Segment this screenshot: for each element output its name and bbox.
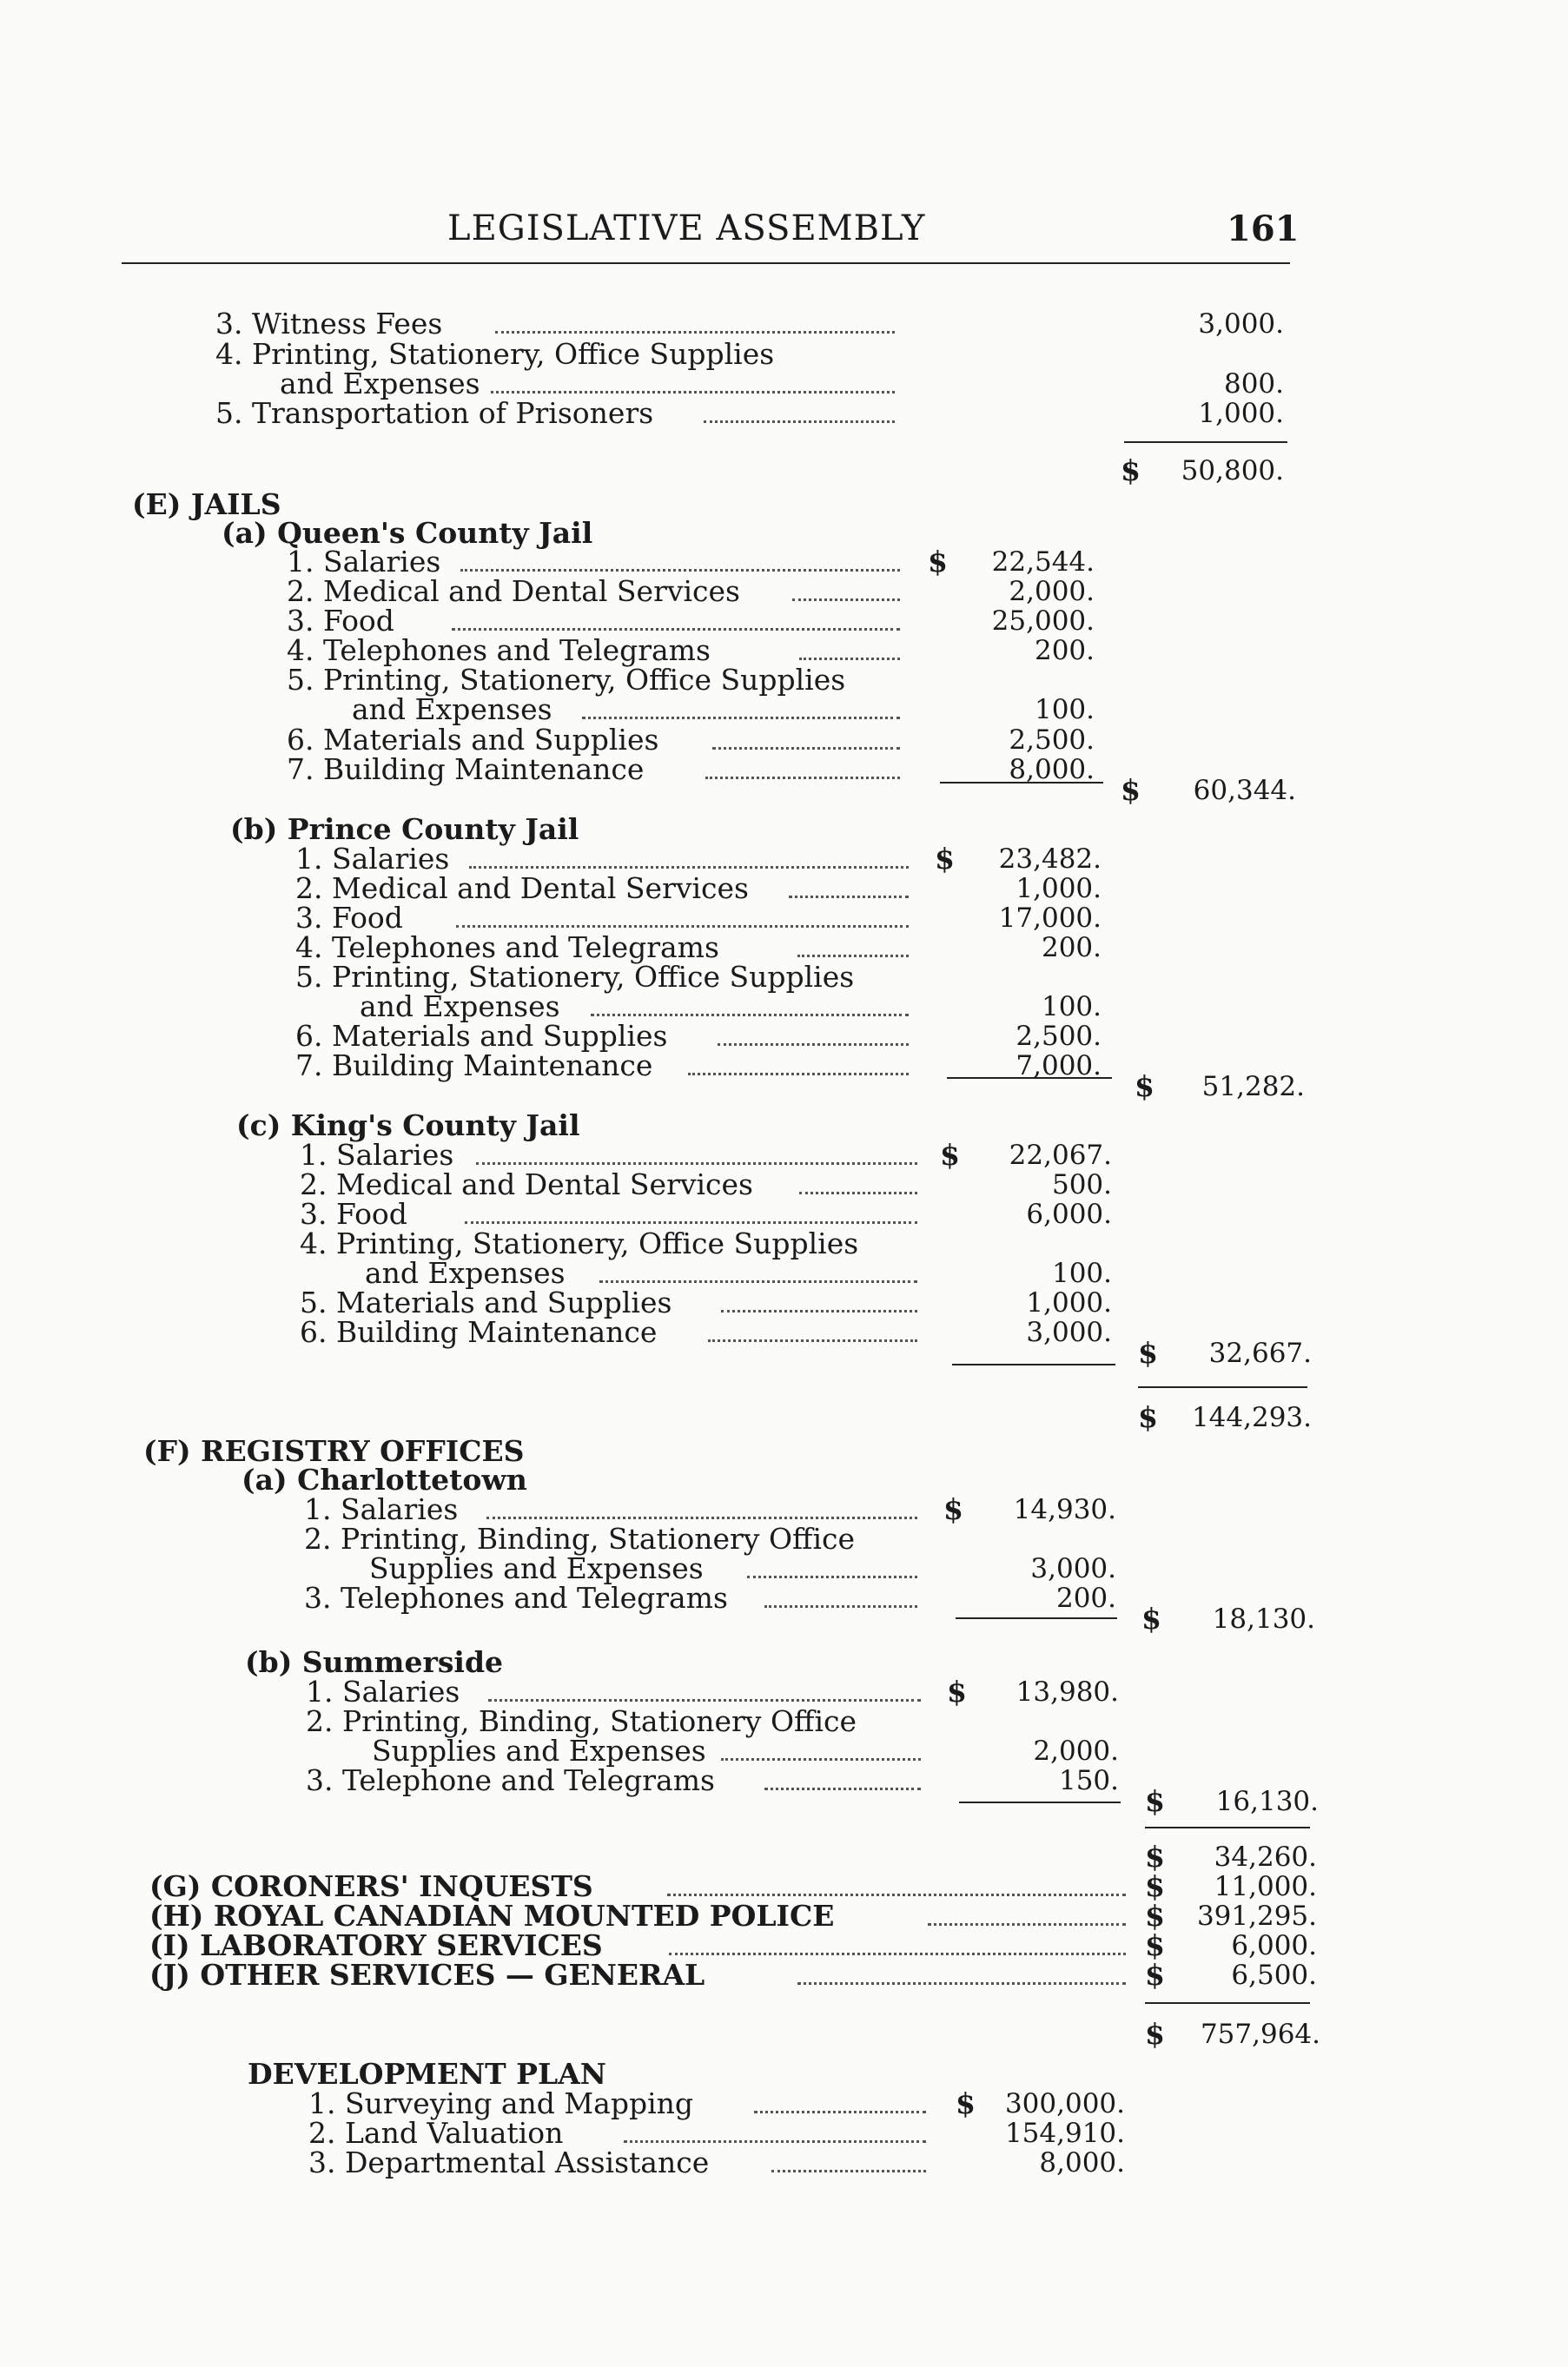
leader-dots [488,1699,921,1702]
leader-dots [721,1758,921,1761]
subtotal-rule [959,1802,1121,1803]
leader-dots [764,1605,917,1608]
line-label: 2. Land Valuation [308,2116,564,2150]
line-label: 4. Telephones and Telegrams [295,930,719,964]
leader-dots [452,628,900,631]
leader-dots [705,777,900,779]
amount: 7,000. [1016,1050,1102,1081]
leader-dots [669,1953,1126,1955]
line-label: 2. Medical and Dental Services [295,871,749,905]
leader-dots [712,747,900,750]
leader-dots [721,1310,917,1312]
line-label: 5. Printing, Stationery, Office Supplies [287,663,846,697]
total-rule [1145,2002,1310,2004]
subtotal-rule [956,1617,1117,1619]
currency-symbol: $ [943,1492,963,1526]
line-label: 2. Printing, Binding, Stationery Office [306,1704,857,1738]
leader-dots [708,1339,917,1342]
leader-dots [688,1073,909,1075]
leader-dots [789,896,909,898]
leader-dots [799,1192,917,1194]
line-label: 3. Departmental Assistance [308,2146,710,2179]
leader-dots [704,420,895,423]
currency-symbol: $ [1138,1400,1158,1434]
amount: 1,000. [1198,398,1284,429]
currency-symbol: $ [1145,1958,1165,1992]
currency-symbol: $ [1145,1784,1165,1818]
line-label: 7. Building Maintenance [295,1048,653,1082]
amount: 300,000. [1004,2088,1125,2119]
line-label: 4. Telephones and Telegrams [287,633,711,667]
leader-dots [718,1043,909,1046]
line-label: 3. Telephones and Telegrams [304,1581,728,1615]
currency-symbol: $ [928,545,948,579]
leader-dots [491,391,895,393]
leader-dots [928,1923,1126,1926]
line-label: and Expenses [352,692,552,726]
currency-symbol: $ [947,1675,967,1709]
leader-dots [797,1982,1126,1985]
amount: 11,000. [1214,1871,1317,1902]
amount: 22,544. [991,546,1095,578]
line-label: 1. Surveying and Mapping [308,2086,694,2120]
page-header-title: LEGISLATIVE ASSEMBLY [447,208,926,248]
leader-dots [460,569,900,572]
line-label: 5. Materials and Supplies [300,1286,672,1319]
line-label: 2. Printing, Binding, Stationery Office [304,1522,856,1556]
line-label: 1. Salaries [287,545,441,579]
amount: 1,000. [1026,1287,1112,1319]
subtotal-amount: 51,282. [1201,1071,1305,1102]
amount: 14,930. [1013,1494,1116,1525]
amount: 154,910. [1004,2118,1125,2149]
amount: 144,293. [1191,1402,1312,1433]
amount: 391,295. [1196,1901,1317,1932]
line-label: 2. Medical and Dental Services [287,574,740,608]
amount: 200. [1034,635,1095,666]
amount: 150. [1058,1765,1119,1796]
leader-dots [771,2170,926,2172]
amount: 757,964. [1200,2019,1320,2050]
subtotal-rule [947,1077,1112,1079]
amount: 200. [1041,932,1102,963]
line-label: 2. Medical and Dental Services [300,1167,753,1201]
line-label: (b) Prince County Jail [230,812,579,846]
line-label: DEVELOPMENT PLAN [248,2057,606,2091]
subtotal-amount: 60,344. [1193,775,1296,806]
amount: 500. [1051,1169,1112,1200]
amount: 2,500. [1009,724,1095,756]
line-label: (a) Queen's County Jail [222,516,593,550]
line-label: Supplies and Expenses [372,1734,706,1768]
amount: 6,000. [1026,1199,1112,1230]
line-label: and Expenses [365,1256,566,1290]
total-rule [1124,441,1287,443]
leader-dots [754,2111,926,2113]
currency-symbol: $ [935,842,955,876]
currency-symbol: $ [1121,453,1141,487]
line-label: (J) OTHER SERVICES — GENERAL [149,1958,705,1992]
amount: 17,000. [998,903,1102,934]
currency-symbol: $ [1135,1069,1154,1103]
amount: 2,000. [1033,1736,1119,1767]
header-rule [122,262,1290,264]
line-label: 1. Salaries [304,1492,459,1526]
currency-symbol: $ [1145,2017,1165,2051]
currency-symbol: $ [1138,1336,1158,1370]
leader-dots [764,1788,921,1790]
subtotal-rule [940,782,1103,783]
line-label: 3. Witness Fees [215,307,443,341]
line-label: 4. Printing, Stationery, Office Supplies [300,1226,859,1260]
amount: 6,000. [1231,1930,1317,1961]
amount: 100. [1051,1258,1112,1289]
line-label: 3. Food [300,1197,407,1231]
line-label: 5. Printing, Stationery, Office Supplies [295,960,855,994]
amount: 200. [1055,1583,1116,1614]
leader-dots [792,598,900,601]
amount: 13,980. [1016,1676,1119,1708]
amount: 3,000. [1030,1553,1116,1584]
page-number: 161 [1227,208,1300,249]
amount: 50,800. [1181,455,1284,486]
currency-symbol: $ [940,1138,960,1172]
amount: 25,000. [991,605,1095,637]
amount: 23,482. [998,843,1102,875]
line-label: 6. Materials and Supplies [287,723,659,757]
currency-symbol: $ [1141,1602,1161,1636]
leader-dots [469,866,909,869]
line-label: 1. Salaries [306,1675,460,1709]
leader-dots [456,925,909,928]
leader-dots [582,717,900,719]
leader-dots [476,1162,917,1165]
amount: 6,500. [1231,1960,1317,1991]
line-label: 4. Printing, Stationery, Office Supplies [215,337,775,371]
leader-dots [486,1517,917,1519]
amount: 34,260. [1214,1841,1317,1873]
line-label: (G) CORONERS' INQUESTS [149,1869,593,1903]
amount: 8,000. [1009,754,1095,785]
leader-dots [591,1014,909,1016]
subtotal-amount: 18,130. [1212,1603,1315,1635]
line-label: (I) LABORATORY SERVICES [149,1928,603,1962]
currency-symbol: $ [1121,773,1141,807]
line-label: 6. Building Maintenance [300,1315,658,1349]
leader-dots [799,658,900,660]
leader-dots [599,1280,917,1283]
currency-symbol: $ [1145,1840,1165,1874]
amount: 8,000. [1039,2147,1125,2179]
line-label: (F) REGISTRY OFFICES [143,1434,525,1468]
line-label: 6. Materials and Supplies [295,1019,668,1053]
leader-dots [624,2140,926,2143]
subtotal-amount: 16,130. [1215,1786,1319,1817]
line-label: (E) JAILS [132,487,281,521]
line-label: (c) King's County Jail [236,1108,580,1142]
leader-dots [495,331,895,334]
line-label: 5. Transportation of Prisoners [215,396,654,430]
amount: 3,000. [1198,308,1284,340]
line-label: 3. Food [287,604,394,638]
amount: 1,000. [1016,873,1102,904]
leader-dots [465,1221,917,1224]
line-label: 7. Building Maintenance [287,752,645,786]
line-label: 1. Salaries [300,1138,454,1172]
amount: 2,500. [1016,1021,1102,1052]
currency-symbol: $ [1145,1899,1165,1933]
currency-symbol: $ [1145,1928,1165,1962]
line-label: 1. Salaries [295,842,450,876]
amount: 3,000. [1026,1317,1112,1348]
line-label: and Expenses [280,367,480,400]
amount: 100. [1034,694,1095,725]
line-label: and Expenses [360,989,560,1023]
line-label: (a) Charlottetown [241,1463,527,1497]
leader-dots [667,1894,1126,1896]
line-label: 3. Food [295,901,403,935]
line-label: (b) Summerside [245,1645,504,1679]
amount: 2,000. [1009,576,1095,607]
amount: 800. [1223,368,1284,400]
total-rule [1138,1386,1307,1388]
leader-dots [797,955,909,957]
leader-dots [747,1576,917,1578]
line-label: 3. Telephone and Telegrams [306,1763,715,1797]
total-rule [1145,1827,1310,1828]
line-label: Supplies and Expenses [369,1551,704,1585]
amount: 22,067. [1009,1140,1112,1171]
subtotal-amount: 32,667. [1208,1338,1312,1369]
currency-symbol: $ [1145,1869,1165,1903]
line-label: (H) ROYAL CANADIAN MOUNTED POLICE [149,1899,835,1933]
currency-symbol: $ [956,2086,976,2120]
subtotal-rule [952,1364,1115,1365]
amount: 100. [1041,991,1102,1022]
